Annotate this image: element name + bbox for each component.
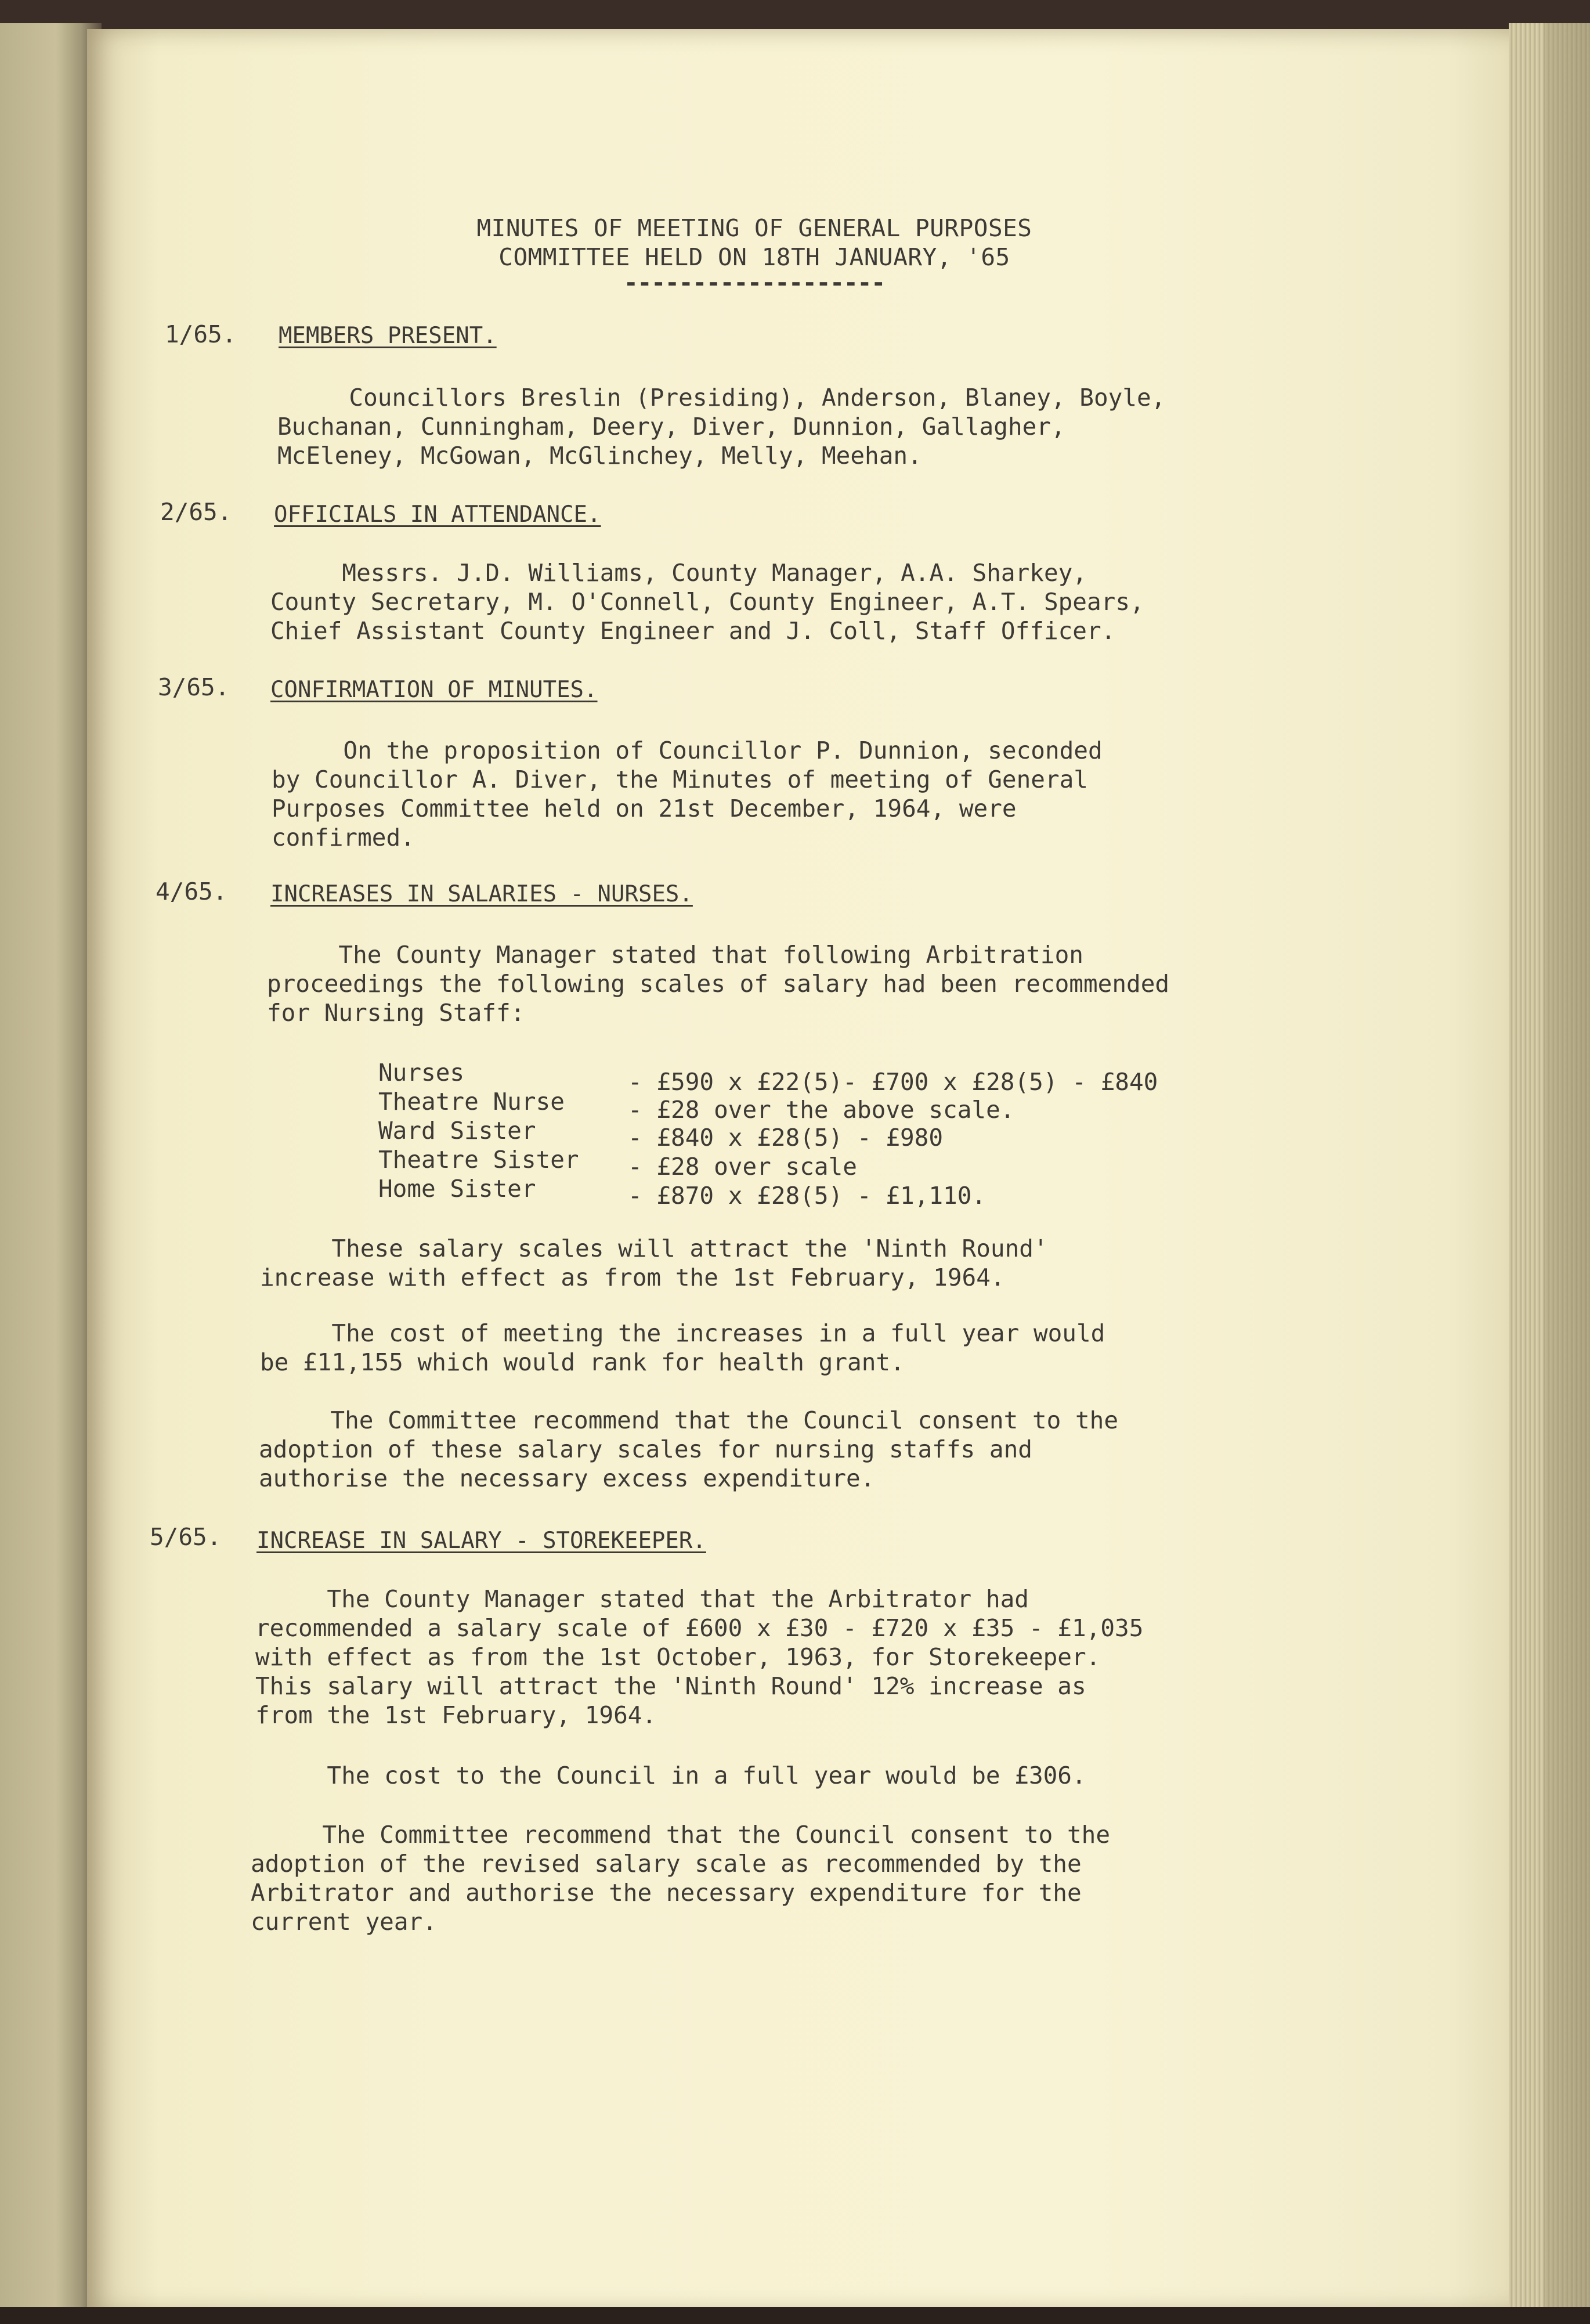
item-paragraph: On the proposition of Councillor P. Dunnion, seconded by Councillor A. Diver, the Minutes of meeting of General Purposes Committee held on 21st December, 1964, were confirmed. xyxy=(272,737,1103,851)
scale-value: - £28 over the above scale. xyxy=(628,1096,1015,1124)
document-title-line-1: MINUTES OF MEETING OF GENERAL PURPOSES xyxy=(476,214,1032,242)
item-paragraph: The County Manager stated that following Arbitration proceedings the following scales of salary had been recommended for Nursing Staff: xyxy=(267,941,1170,1027)
scale-grade: Nurses xyxy=(378,1059,465,1087)
item-number: 1/65. xyxy=(165,320,237,348)
item-heading: INCREASES IN SALARIES - NURSES. xyxy=(270,881,693,907)
item-number: 2/65. xyxy=(160,498,232,526)
facing-page-edge xyxy=(0,23,102,2310)
item-heading: OFFICIALS IN ATTENDANCE. xyxy=(274,501,601,528)
scale-value: - £840 x £28(5) - £980 xyxy=(628,1124,944,1152)
item-paragraph: The cost of meeting the increases in a full year would be £11,155 which would rank for health grant. xyxy=(260,1319,1105,1376)
item-heading: INCREASE IN SALARY - STOREKEEPER. xyxy=(256,1528,706,1554)
item-paragraph: The Committee recommend that the Council consent to the adoption of the revised salary scale as recommended by the Arbitrator and authorise the necessary expenditure for the current year. xyxy=(251,1821,1111,1936)
item-number: 3/65. xyxy=(158,673,230,701)
item-paragraph: The County Manager stated that the Arbitrator had recommended a salary scale of £600 x £30 - £720 x £35 - £1,035 with effect as from the 1st October, 1963, for Storekeeper. This salary will attract the 'Ninth Round' 12% increase as from the 1st February, 1964. xyxy=(255,1585,1144,1729)
scale-value: - £28 over scale xyxy=(628,1153,857,1181)
title-rule: ------------------- xyxy=(624,269,885,297)
item-paragraph: These salary scales will attract the 'Ninth Round' increase with effect as from the 1st February, 1964. xyxy=(260,1235,1048,1291)
page-stack-shadow xyxy=(1544,23,1590,2316)
book-edge-top xyxy=(0,0,1590,33)
item-heading: MEMBERS PRESENT. xyxy=(279,323,497,349)
item-paragraph: The cost to the Council in a full year would be £306. xyxy=(255,1762,1086,1789)
scale-grade: Theatre Nurse xyxy=(378,1088,565,1116)
document-title-line-2: COMMITTEE HELD ON 18TH JANUARY, '65 xyxy=(498,243,1010,271)
item-number: 4/65. xyxy=(156,878,227,905)
item-paragraph: The Committee recommend that the Council consent to the adoption of these salary scales for nursing staffs and authorise the necessary excess expenditure. xyxy=(259,1406,1119,1492)
item-heading: CONFIRMATION OF MINUTES. xyxy=(270,677,598,703)
item-number: 5/65. xyxy=(150,1523,222,1551)
book-edge-bottom xyxy=(0,2307,1590,2324)
item-paragraph: Messrs. J.D. Williams, County Manager, A.A. Sharkey, County Secretary, M. O'Connell, County Engineer, A.T. Spears, Chief Assistant County Engineer and J. Coll, Staff Officer. xyxy=(270,559,1144,645)
scale-value: - £590 x £22(5)- £700 x £28(5) - £840 xyxy=(628,1068,1158,1096)
item-paragraph: Councillors Breslin (Presiding), Anderson, Blaney, Boyle, Buchanan, Cunningham, Deery, Diver, Dunnion, Gallagher, McEleney, McGowan, McGlinchey, Melly, Meehan. xyxy=(277,384,1166,470)
scale-grade: Ward Sister xyxy=(378,1117,536,1145)
scale-value: - £870 x £28(5) - £1,110. xyxy=(628,1182,986,1210)
scale-grade: Theatre Sister xyxy=(378,1146,579,1174)
scale-grade: Home Sister xyxy=(378,1175,536,1203)
